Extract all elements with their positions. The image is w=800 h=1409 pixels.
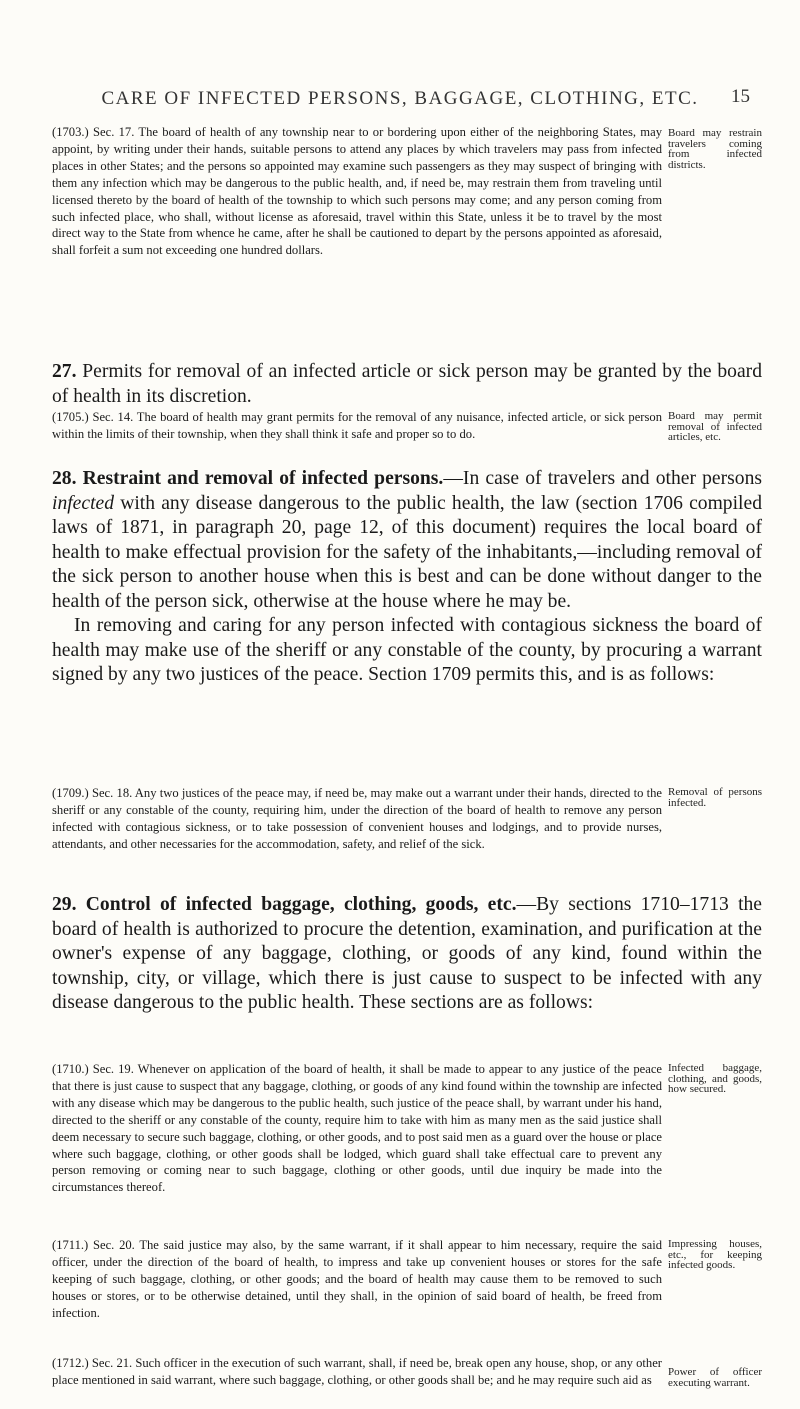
statute-1710	[52, 1061, 762, 1237]
section-heading: Control of infected baggage, clothing, goods, etc.	[85, 894, 517, 915]
section-28	[52, 467, 762, 785]
margin-note: Impressing houses, etc., for keeping infected goods.	[668, 1238, 762, 1271]
margin-note: Board may permit removal of infected articles, etc.	[668, 410, 762, 443]
statute-text: (1711.) Sec. 20. The said justice may also, by the same warrant, if it shall appear to him necessary, require the said officer, under the direction of the board of health, to impress and take up convenient houses or stores for the safe keeping of such baggage, clothing, or other goods; and the board of health may cause them to be removed to such houses or stores, or to be otherwise detained, until they shall, in the opinion of said board of health, be freed from infection.	[52, 1238, 662, 1320]
section-heading: Restraint and removal of infected persons.	[82, 468, 444, 489]
statute-text: (1712.) Sec. 21. Such officer in the execution of such warrant, shall, if need be, break open any house, shop, or any other place mentioned in said warrant, where such baggage, clothing, or other goods shall be; and he may require such aid as	[52, 1356, 662, 1387]
section-29	[52, 893, 762, 1061]
statute-text: (1705.) Sec. 14. The board of health may grant permits for the removal of any nuisance, infected article, or sick person within the limits of their township, when they shall think it safe and proper so to do.	[52, 410, 662, 441]
margin-note: Power of officer executing warrant.	[668, 1366, 762, 1389]
section-27	[52, 360, 762, 409]
section-body: with any disease dangerous to the public health, the law (section 1706 compiled laws of 1871, in paragraph 20, page 12, of this document) requires the local board of health to make effectual provision for the safety of the inhabitants,—including removal of the sick person to another house when this is best and can be done without danger to the health of the person sick, otherwise at the house where he may be.	[52, 492, 762, 612]
statute-1703	[52, 124, 762, 360]
statute-text: (1703.) Sec. 17. The board of health of any township near to or bordering upon either of the neighboring States, may appoint, by writing under their hands, suitable persons to attend any places by which travelers may pass from infected places in other States; and the persons so appointed may examine such passengers as they may suspect of bringing with them any infection which may be dangerous to the public health, and, if need be, may restrain them from traveling until licensed thereto by the board of health of the township to which such persons may come; and any person coming from such infected place, who shall, without license as aforesaid, travel within this State, unless it be to travel by the most direct way to the State from whence he came, after he shall be cautioned to depart by the persons appointed as aforesaid, shall forfeit a sum not exceeding one hundred dollars.	[52, 125, 662, 258]
section-heading: Permits for removal of an infected article or sick person may be granted by the board of health in its discretion.	[52, 361, 762, 407]
margin-note: Infected baggage, clothing, and goods, how secured.	[668, 1062, 762, 1095]
statute-1711	[52, 1237, 762, 1355]
statute-1712	[52, 1355, 762, 1409]
statute-text: (1710.) Sec. 19. Whenever on application of the board of health, it shall be made to appear to any justice of the peace that there is just cause to suspect that any baggage, clothing, or goods of any kind found within the township are infected with any disease which may be dangerous to the public health, such justice of the peace shall, by warrant under his hand, directed to the sheriff or any constable of the county, require him to take with him as many men as the said justice shall deem necessary to secure such baggage, clothing, or other goods, and to post said men as a guard over the house or place where such baggage, clothing, or other goods shall be lodged, which guard shall take effectual care to prevent any person removing or coming near to such baggage, clothing or other goods, until due inquiry be made into the circumstances thereof.	[52, 1062, 662, 1195]
page-header	[0, 88, 800, 118]
section-body-pre: —In case of travelers and other persons	[443, 468, 762, 489]
margin-note: Board may restrain travelers coming from infected districts.	[668, 127, 762, 171]
statute-text: (1709.) Sec. 18. Any two justices of the peace may, if need be, may make out a warrant under their hands, directed to the sheriff or any constable of the county, requiring him, under the direction of the board of health to remove any person infected with contagious sickness, or to take possession of convenient houses and lodgings, and to provide nurses, attendants, and other necessaries for the accommodation, safety, and relief of the sick.	[52, 786, 662, 851]
section-body-paragraph-2: In removing and caring for any person infected with contagious sickness the board of health may make use of the sheriff or any constable of the county, by procuring a warrant signed by any two justices of the peace. Section 1709 permits this, and is as follows:	[52, 615, 762, 685]
section-number: 29.	[52, 894, 77, 915]
page-number: 15	[731, 86, 750, 107]
running-head: CARE OF INFECTED PERSONS, BAGGAGE, CLOTHING, ETC.	[101, 88, 699, 109]
statute-1705	[52, 409, 762, 467]
section-body: —By sections 1710–1713 the board of health is authorized to procure the detention, examination, and purification at the owner's expense of any baggage, clothing, or goods of any kind, found within the township, city, or village, which there is just cause to suspect to be infected with any disease dangerous to the public health. These sections are as follows:	[52, 894, 763, 1013]
page-body	[52, 124, 762, 1409]
margin-note: Removal of persons infected.	[668, 786, 762, 809]
section-body-emphasis: infected	[52, 492, 115, 514]
statute-1709	[52, 785, 762, 893]
section-number: 28.	[52, 468, 77, 489]
section-number: 27.	[52, 361, 77, 382]
